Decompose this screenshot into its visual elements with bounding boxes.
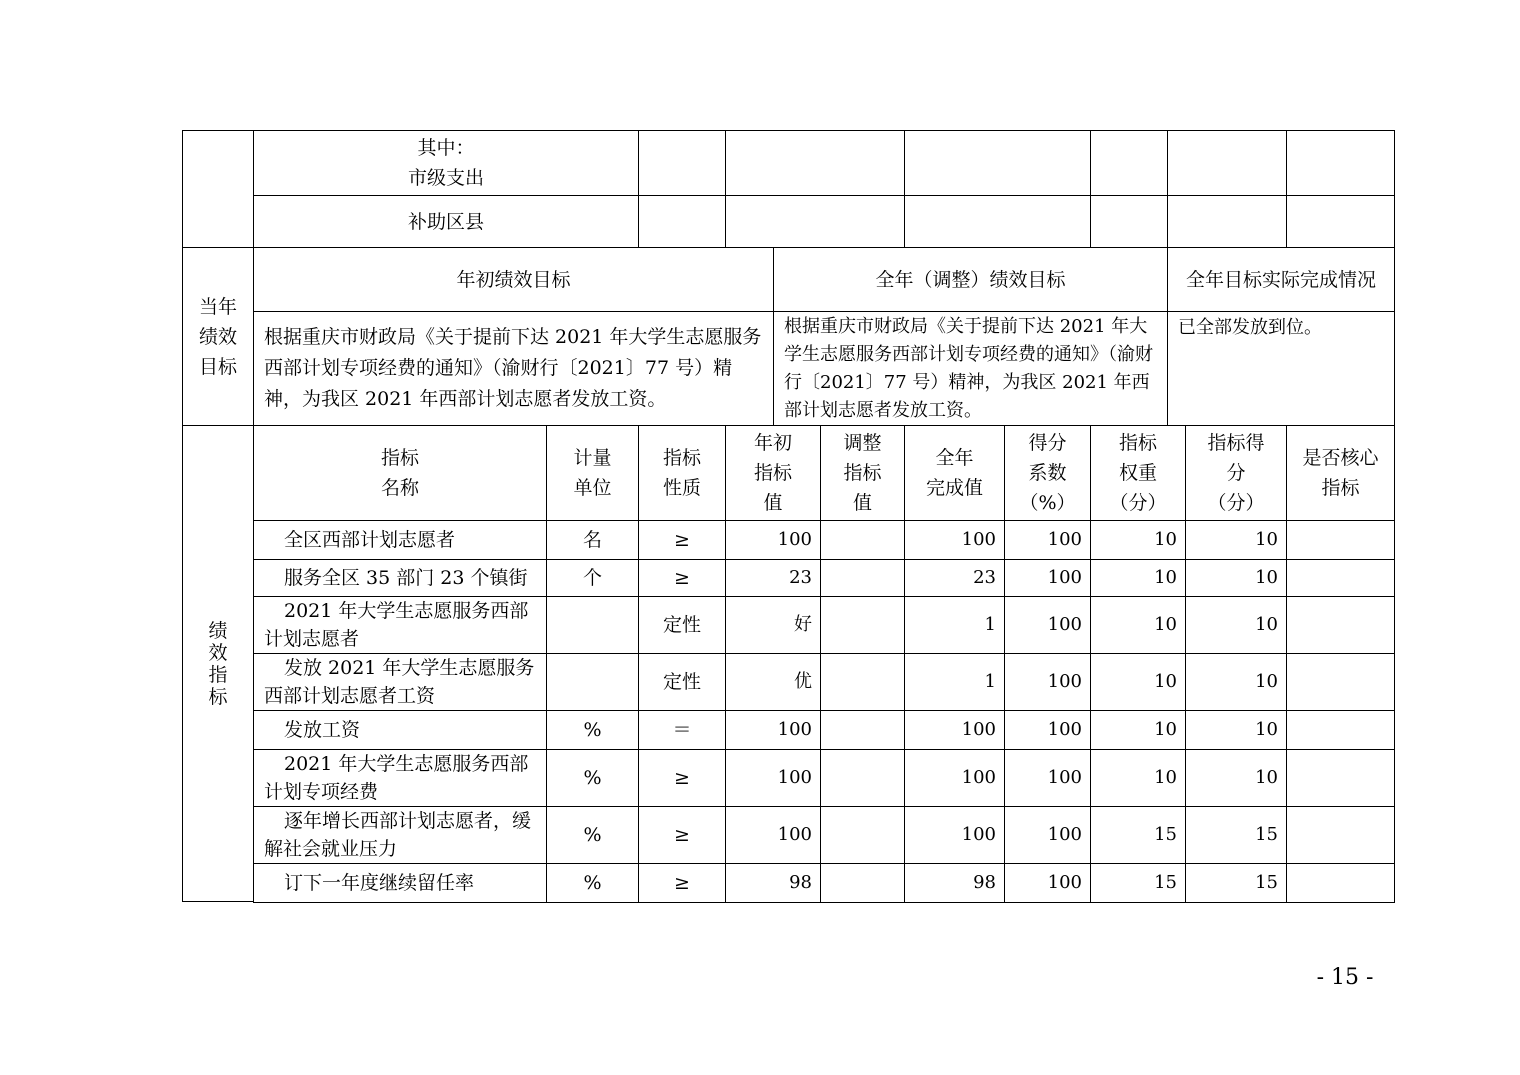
indicator-score-cell: 10 — [1185, 520, 1287, 560]
budget-cell — [1167, 130, 1287, 196]
indicator-adjusted-cell — [820, 596, 905, 654]
indicator-weight-cell: 10 — [1090, 749, 1186, 807]
indicator-nature-cell: ≥ — [638, 559, 726, 597]
budget-cell — [1286, 130, 1395, 196]
indicator-initial-cell: 98 — [725, 863, 821, 903]
indicator-score-cell: 10 — [1185, 749, 1287, 807]
indicator-weight-cell: 15 — [1090, 806, 1186, 864]
indicator-coef-cell: 100 — [1004, 559, 1091, 597]
indicator-nature-cell: ≥ — [638, 806, 726, 864]
budget-cell — [725, 195, 905, 248]
indicator-core-cell — [1286, 596, 1395, 654]
indicator-completed-cell: 100 — [904, 710, 1005, 750]
indicator-nature-cell: 定性 — [638, 653, 726, 711]
indicator-coef-cell: 100 — [1004, 653, 1091, 711]
indicator-weight-cell: 10 — [1090, 520, 1186, 560]
indicator-completed-cell: 100 — [904, 806, 1005, 864]
budget-cell — [1090, 195, 1168, 248]
indicator-initial-cell: 100 — [725, 710, 821, 750]
header-initial: 年初 指标 值 — [725, 425, 821, 521]
indicator-core-cell — [1286, 806, 1395, 864]
indicator-name-cell: 订下一年度继续留任率 — [253, 863, 547, 903]
adjusted-goal-header: 全年（调整）绩效目标 — [773, 247, 1168, 312]
header-completed: 全年 完成值 — [904, 425, 1005, 521]
indicator-unit-cell: % — [546, 710, 639, 750]
indicator-score-cell: 10 — [1185, 710, 1287, 750]
budget-cell — [725, 130, 905, 196]
adjusted-goal-text: 根据重庆市财政局《关于提前下达 2021 年大学生志愿服务西部计划专项经费的通知》（渝财行〔2021〕77 号）精神，为我区 2021 年西部计划志愿者发放工资。 — [773, 311, 1168, 426]
indicator-unit-cell: % — [546, 749, 639, 807]
indicator-unit-cell: % — [546, 863, 639, 903]
indicator-completed-cell: 1 — [904, 596, 1005, 654]
header-nature: 指标 性质 — [638, 425, 726, 521]
indicator-completed-cell: 98 — [904, 863, 1005, 903]
header-core: 是否核心 指标 — [1286, 425, 1395, 521]
indicator-score-cell: 10 — [1185, 653, 1287, 711]
indicator-initial-cell: 100 — [725, 749, 821, 807]
indicator-adjusted-cell — [820, 806, 905, 864]
header-coef: 得分 系数 （%） — [1004, 425, 1091, 521]
indicator-core-cell — [1286, 749, 1395, 807]
indicator-initial-cell: 23 — [725, 559, 821, 597]
actual-goal-header: 全年目标实际完成情况 — [1167, 247, 1395, 312]
indicator-nature-cell: ≥ — [638, 749, 726, 807]
indicator-coef-cell: 100 — [1004, 749, 1091, 807]
budget-left-cell — [182, 130, 254, 248]
indicator-initial-cell: 优 — [725, 653, 821, 711]
indicator-weight-cell: 10 — [1090, 596, 1186, 654]
indicator-coef-cell: 100 — [1004, 596, 1091, 654]
indicator-unit-cell: % — [546, 806, 639, 864]
indicator-core-cell — [1286, 520, 1395, 560]
indicator-nature-cell: ＝ — [638, 710, 726, 750]
indicator-weight-cell: 10 — [1090, 653, 1186, 711]
actual-goal-text: 已全部发放到位。 — [1167, 311, 1395, 426]
indicator-adjusted-cell — [820, 749, 905, 807]
header-weight: 指标 权重 （分） — [1090, 425, 1186, 521]
indicator-name-cell: 发放工资 — [253, 710, 547, 750]
indicator-name-cell: 逐年增长西部计划志愿者，缓解社会就业压力 — [253, 806, 547, 864]
budget-cell — [638, 195, 726, 248]
indicator-completed-cell: 1 — [904, 653, 1005, 711]
budget-cell — [1090, 130, 1168, 196]
indicator-coef-cell: 100 — [1004, 520, 1091, 560]
indicator-core-cell — [1286, 710, 1395, 750]
goals-section-label: 当年 绩效 目标 — [182, 247, 254, 426]
indicator-nature-cell: 定性 — [638, 596, 726, 654]
indicator-completed-cell: 100 — [904, 520, 1005, 560]
indicator-completed-cell: 100 — [904, 749, 1005, 807]
indicator-completed-cell: 23 — [904, 559, 1005, 597]
indicator-unit-cell: 个 — [546, 559, 639, 597]
indicator-adjusted-cell — [820, 653, 905, 711]
indicator-initial-cell: 好 — [725, 596, 821, 654]
indicators-section-label: 绩 效 指 标 — [182, 425, 254, 902]
budget-cell — [1286, 195, 1395, 248]
indicator-coef-cell: 100 — [1004, 863, 1091, 903]
sub-label-cell: 其中： 市级支出 — [253, 130, 639, 196]
indicator-name-cell: 发放 2021 年大学生志愿服务西部计划志愿者工资 — [253, 653, 547, 711]
header-adjusted: 调整 指标 值 — [820, 425, 905, 521]
indicator-core-cell — [1286, 653, 1395, 711]
indicator-weight-cell: 15 — [1090, 863, 1186, 903]
indicator-adjusted-cell — [820, 710, 905, 750]
indicator-name-cell: 2021 年大学生志愿服务西部计划专项经费 — [253, 749, 547, 807]
header-unit: 计量 单位 — [546, 425, 639, 521]
header-score: 指标得 分 （分） — [1185, 425, 1287, 521]
budget-cell — [638, 130, 726, 196]
indicator-initial-cell: 100 — [725, 520, 821, 560]
indicator-unit-cell: 名 — [546, 520, 639, 560]
indicator-initial-cell: 100 — [725, 806, 821, 864]
initial-goal-header: 年初绩效目标 — [253, 247, 774, 312]
indicator-score-cell: 15 — [1185, 806, 1287, 864]
indicator-score-cell: 10 — [1185, 559, 1287, 597]
page-number: - 15 - — [1316, 965, 1374, 990]
indicator-weight-cell: 10 — [1090, 710, 1186, 750]
indicator-adjusted-cell — [820, 520, 905, 560]
header-name: 指标 名称 — [253, 425, 547, 521]
indicator-score-cell: 10 — [1185, 596, 1287, 654]
budget-cell — [1167, 195, 1287, 248]
county-label-cell: 补助区县 — [253, 195, 639, 248]
indicator-unit-cell — [546, 653, 639, 711]
indicator-adjusted-cell — [820, 559, 905, 597]
indicator-name-cell: 全区西部计划志愿者 — [253, 520, 547, 560]
indicator-coef-cell: 100 — [1004, 710, 1091, 750]
indicator-name-cell: 服务全区 35 部门 23 个镇街 — [253, 559, 547, 597]
indicator-coef-cell: 100 — [1004, 806, 1091, 864]
indicator-weight-cell: 10 — [1090, 559, 1186, 597]
indicator-core-cell — [1286, 863, 1395, 903]
indicator-unit-cell — [546, 596, 639, 654]
initial-goal-text: 根据重庆市财政局《关于提前下达 2021 年大学生志愿服务西部计划专项经费的通知》（渝财行〔2021〕77 号）精神，为我区 2021 年西部计划志愿者发放工资。 — [253, 311, 774, 426]
budget-cell — [904, 130, 1091, 196]
indicator-score-cell: 15 — [1185, 863, 1287, 903]
indicator-adjusted-cell — [820, 863, 905, 903]
indicator-core-cell — [1286, 559, 1395, 597]
indicator-name-cell: 2021 年大学生志愿服务西部计划志愿者 — [253, 596, 547, 654]
budget-cell — [904, 195, 1091, 248]
indicator-nature-cell: ≥ — [638, 520, 726, 560]
indicator-nature-cell: ≥ — [638, 863, 726, 903]
